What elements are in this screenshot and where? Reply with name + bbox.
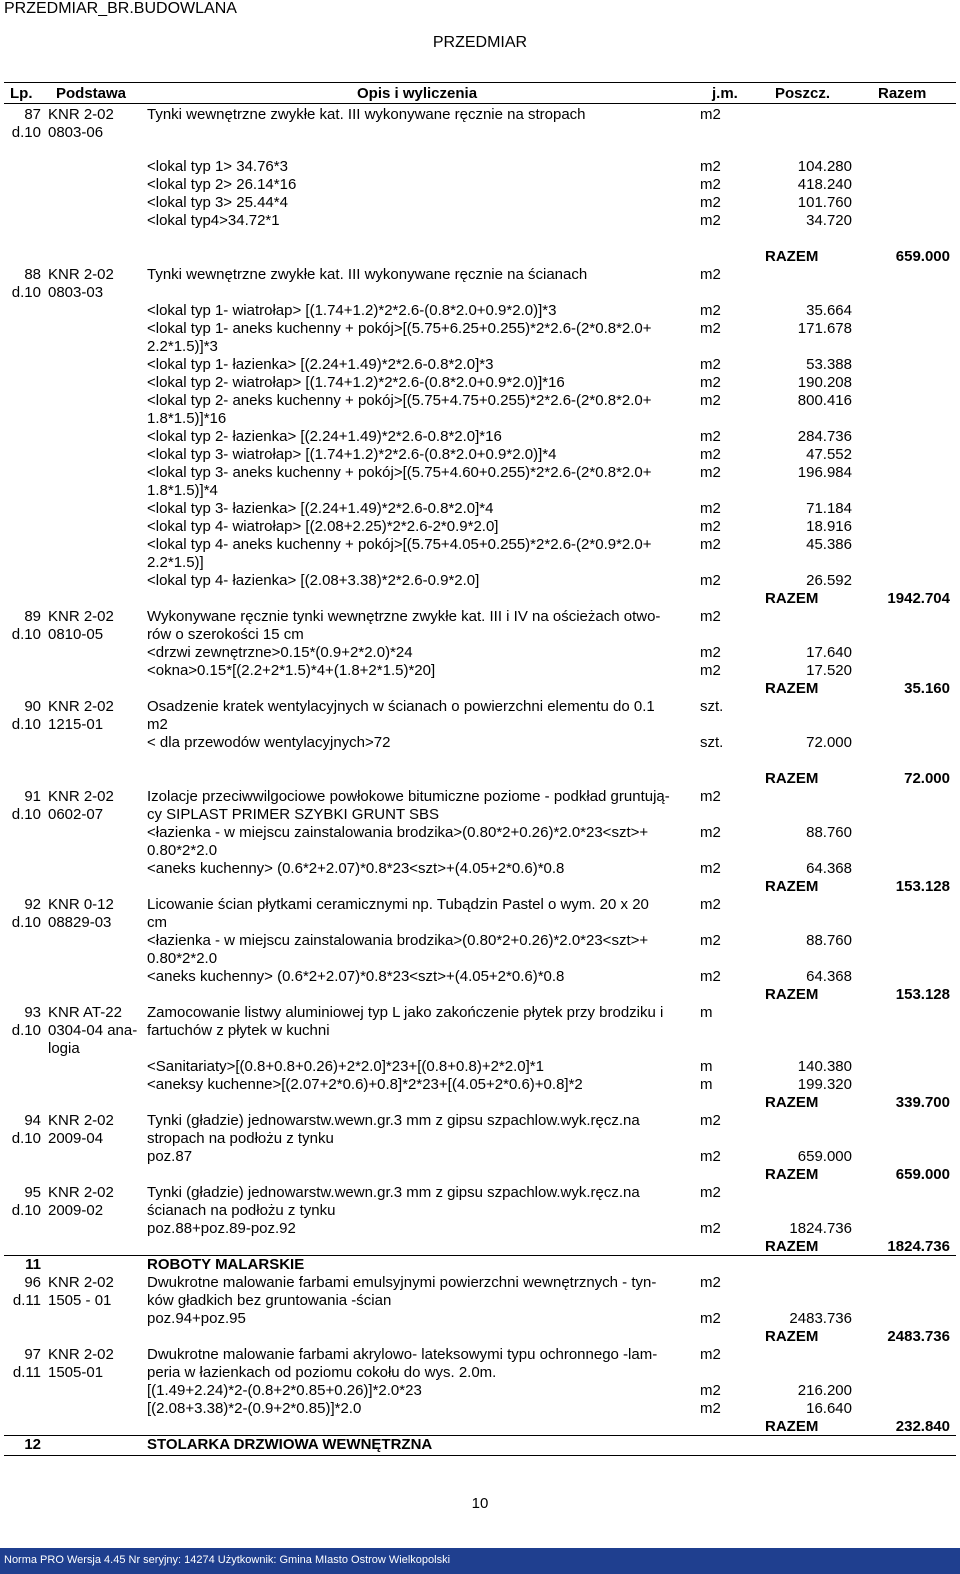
row-description: Dwukrotne malowanie farbami emulsyjnymi powierzchni wewnętrznych - tyn- (147, 1274, 657, 1291)
row-partial: 71.184 (806, 500, 852, 517)
row-unit: m2 (700, 608, 721, 625)
row-total: 232.840 (895, 1418, 950, 1435)
row-description: <lokal typ 4- aneks kuchenny + pokój>[(5.75+4.05+0.255)*2*2.6-(2*0.9*2.0+ (147, 536, 652, 553)
row-lp: d.10 (11, 1202, 41, 1219)
row-unit: m2 (700, 176, 721, 193)
row-lp: d.11 (12, 1364, 41, 1381)
row-description: <aneks kuchenny> (0.6*2+2.07)*0.8*23<szt>+(4.05+2*0.6)*0.8 (147, 860, 565, 877)
row-podstawa: KNR 2-02 (48, 1346, 114, 1363)
row-lp: d.11 (12, 1292, 41, 1309)
row-unit: m2 (700, 266, 721, 283)
section-rule (4, 1255, 956, 1256)
row-partial: 101.760 (797, 194, 852, 211)
row-lp: d.10 (11, 124, 41, 141)
row-total: 659.000 (895, 1166, 950, 1183)
row-total-label: RAZEM (765, 1328, 819, 1345)
row-podstawa: 08829-03 (48, 914, 112, 931)
row-partial: 17.520 (806, 662, 852, 679)
row-partial: 284.736 (797, 428, 852, 445)
row-unit: m2 (700, 464, 721, 481)
row-partial: 190.208 (797, 374, 852, 391)
row-podstawa: 0803-03 (48, 284, 104, 301)
row-unit: m2 (700, 158, 721, 175)
row-unit: m2 (700, 446, 721, 463)
row-description: <lokal typ 4- wiatrołap> [(2.08+2.25)*2*2.6-2*0.9*2.0] (147, 518, 499, 535)
row-unit: m2 (700, 1112, 721, 1129)
row-lp: d.10 (11, 806, 41, 823)
row-description: Wykonywane ręcznie tynki wewnętrzne zwykłe kat. III i IV na ościeżach otwo- (147, 608, 661, 625)
row-description: 1.8*1.5)]*4 (147, 482, 218, 499)
row-lp: d.10 (11, 1130, 41, 1147)
row-description: Izolacje przeciwwilgociowe powłokowe bitumiczne poziome - podkład gruntują- (147, 788, 670, 805)
row-description: m2 (147, 716, 168, 733)
row-lp: 89 (24, 608, 41, 625)
row-total: 153.128 (895, 878, 950, 895)
row-description: <lokal typ 1- łazienka> [(2.24+1.49)*2*2.6-0.8*2.0]*3 (147, 356, 494, 373)
row-unit: m2 (700, 824, 721, 841)
row-partial: 800.416 (797, 392, 852, 409)
row-lp: d.10 (11, 284, 41, 301)
row-lp: 97 (24, 1346, 41, 1363)
row-podstawa: KNR 0-12 (48, 896, 114, 913)
header-rule-bottom (4, 103, 956, 104)
row-unit: m2 (700, 1382, 721, 1399)
row-description: <lokal typ 3- łazienka> [(2.24+1.49)*2*2.6-0.8*2.0]*4 (147, 500, 494, 517)
row-unit: m2 (700, 1274, 721, 1291)
row-partial: 34.720 (806, 212, 852, 229)
row-podstawa: 0304-04 ana- (48, 1022, 138, 1039)
row-lp: 87 (24, 106, 41, 123)
row-total: 1824.736 (887, 1238, 950, 1255)
row-lp: d.10 (11, 626, 41, 643)
row-description: <lokal typ4>34.72*1 (147, 212, 280, 229)
row-description: peria w łazienkach od poziomu cokołu do wys. 2.0m. (147, 1364, 497, 1381)
row-description: <aneksy kuchenne>[(2.07+2*0.6)+0.8]*2*23+[(4.05+2*0.6)+0.8]*2 (147, 1076, 583, 1093)
section-row-description: ROBOTY MALARSKIE (147, 1256, 305, 1273)
row-unit: m (700, 1076, 713, 1093)
row-unit: m2 (700, 194, 721, 211)
row-total-label: RAZEM (765, 1094, 819, 1111)
row-unit: m2 (700, 1400, 721, 1417)
row-partial: 72.000 (806, 734, 852, 751)
row-total: 153.128 (895, 986, 950, 1003)
page-number: 10 (471, 1495, 489, 1512)
row-podstawa: KNR AT-22 (48, 1004, 122, 1021)
header-rule-top (4, 82, 956, 83)
row-unit: m2 (700, 1220, 721, 1237)
row-total: 339.700 (895, 1094, 950, 1111)
row-partial: 53.388 (806, 356, 852, 373)
row-unit: m2 (700, 212, 721, 229)
row-description: <lokal typ 2- łazienka> [(2.24+1.49)*2*2.6-0.8*2.0]*16 (147, 428, 502, 445)
row-description: Zamocowanie listwy aluminiowej typ L jako zakończenie płytek przy brodziku i (147, 1004, 664, 1021)
section-row-description: STOLARKA DRZWIOWA WEWNĘTRZNA (147, 1436, 433, 1453)
row-lp: d.10 (11, 716, 41, 733)
row-total-label: RAZEM (765, 878, 819, 895)
row-unit: szt. (700, 734, 724, 751)
row-unit: m2 (700, 968, 721, 985)
row-unit: m2 (700, 1184, 721, 1201)
row-description: <lokal typ 3> 25.44*4 (147, 194, 288, 211)
row-unit: m2 (700, 662, 721, 679)
row-partial: 140.380 (797, 1058, 852, 1075)
row-partial: 17.640 (806, 644, 852, 661)
row-description: <Sanitariaty>[(0.8+0.8+0.26)+2*2.0]*23+[(0.8+0.8)+2*2.0]*1 (147, 1058, 544, 1075)
row-unit: m2 (700, 788, 721, 805)
row-podstawa: KNR 2-02 (48, 1274, 114, 1291)
row-partial: 88.760 (806, 932, 852, 949)
row-unit: szt. (700, 698, 724, 715)
row-unit: m2 (700, 896, 721, 913)
column-header-razem: Razem (878, 85, 927, 102)
row-partial: 26.592 (806, 572, 852, 589)
section-row-lp: 12 (24, 1436, 41, 1453)
row-partial: 216.200 (797, 1382, 852, 1399)
row-partial: 196.984 (797, 464, 852, 481)
row-podstawa: 1505-01 (48, 1364, 104, 1381)
row-partial: 1824.736 (789, 1220, 852, 1237)
row-lp: 90 (24, 698, 41, 715)
row-description: <lokal typ 1> 34.76*3 (147, 158, 288, 175)
row-unit: m2 (700, 428, 721, 445)
row-lp: d.10 (11, 1022, 41, 1039)
row-partial: 47.552 (806, 446, 852, 463)
row-podstawa: KNR 2-02 (48, 698, 114, 715)
row-description: cy SIPLAST PRIMER SZYBKI GRUNT SBS (147, 806, 440, 823)
row-partial: 104.280 (797, 158, 852, 175)
column-header-lp: Lp. (10, 85, 33, 102)
row-description: < dla przewodów wentylacyjnych>72 (147, 734, 391, 751)
row-description: <lokal typ 1- aneks kuchenny + pokój>[(5.75+6.25+0.255)*2*2.6-(2*0.8*2.0+ (147, 320, 652, 337)
row-total: 35.160 (904, 680, 950, 697)
row-lp: 95 (24, 1184, 41, 1201)
row-description: ścianach na podłożu z tynku (147, 1202, 336, 1219)
row-podstawa: 1215-01 (48, 716, 104, 733)
row-podstawa: KNR 2-02 (48, 266, 114, 283)
row-partial: 18.916 (806, 518, 852, 535)
row-description: Tynki (gładzie) jednowarstw.wewn.gr.3 mm z gipsu szpachlow.wyk.ręcz.na (147, 1184, 640, 1201)
row-unit: m2 (700, 644, 721, 661)
row-podstawa: KNR 2-02 (48, 106, 114, 123)
row-lp: 88 (24, 266, 41, 283)
row-unit: m2 (700, 932, 721, 949)
row-partial: 171.678 (797, 320, 852, 337)
row-unit: m2 (700, 1346, 721, 1363)
row-description: poz.94+poz.95 (147, 1310, 246, 1327)
row-podstawa: 1505 - 01 (48, 1292, 112, 1309)
row-podstawa: 0602-07 (48, 806, 104, 823)
row-lp: 94 (24, 1112, 41, 1129)
row-partial: 45.386 (806, 536, 852, 553)
row-podstawa: KNR 2-02 (48, 1112, 114, 1129)
row-description: 2.2*1.5)] (147, 554, 204, 571)
row-total-label: RAZEM (765, 590, 819, 607)
row-unit: m2 (700, 392, 721, 409)
row-description: rów o szerokości 15 cm (147, 626, 304, 643)
row-description: ków gładkich bez gruntowania -ścian (147, 1292, 392, 1309)
column-header-podstawa: Podstawa (56, 85, 127, 102)
row-unit: m2 (700, 518, 721, 535)
row-description: <lokal typ 4- łazienka> [(2.08+3.38)*2*2.6-0.9*2.0] (147, 572, 480, 589)
row-description: Tynki wewnętrzne zwykłe kat. III wykonywane ręcznie na ścianach (147, 266, 588, 283)
row-description: 1.8*1.5)]*16 (147, 410, 227, 427)
row-unit: m (700, 1058, 713, 1075)
section-rule (4, 1435, 956, 1436)
row-partial: 35.664 (806, 302, 852, 319)
row-description: poz.87 (147, 1148, 193, 1165)
row-description: <łazienka - w miejscu zainstalowania brodzika>(0.80*2+0.26)*2.0*23<szt>+ (147, 932, 649, 949)
row-description: Dwukrotne malowanie farbami akrylowo- lateksowymi typu ochronnego -lam- (147, 1346, 658, 1363)
row-description: Licowanie ścian płytkami ceramicznymi np. Tubądzin Pastel o wym. 20 x 20 (147, 896, 649, 913)
row-total-label: RAZEM (765, 1238, 819, 1255)
row-podstawa: 2009-04 (48, 1130, 104, 1147)
row-partial: 64.368 (806, 968, 852, 985)
row-description: <lokal typ 2> 26.14*16 (147, 176, 297, 193)
row-description: <okna>0.15*[(2.2+2*1.5)*4+(1.8+2*1.5)*20] (147, 662, 436, 679)
row-podstawa: 2009-02 (48, 1202, 104, 1219)
row-unit: m2 (700, 1310, 721, 1327)
row-partial: 2483.736 (789, 1310, 852, 1327)
row-unit: m2 (700, 860, 721, 877)
row-description: <łazienka - w miejscu zainstalowania brodzika>(0.80*2+0.26)*2.0*23<szt>+ (147, 824, 649, 841)
row-description: cm (147, 914, 167, 931)
row-partial: 418.240 (797, 176, 852, 193)
bottom-rule (4, 1455, 956, 1456)
row-description: stropach na podłożu z tynku (147, 1130, 334, 1147)
row-podstawa: KNR 2-02 (48, 788, 114, 805)
row-partial: 88.760 (806, 824, 852, 841)
row-description: 0.80*2*2.0 (147, 842, 218, 859)
row-unit: m (700, 1004, 713, 1021)
row-total-label: RAZEM (765, 1418, 819, 1435)
column-header-opis: Opis i wyliczenia (357, 85, 478, 102)
row-description: 2.2*1.5)]*3 (147, 338, 218, 355)
row-unit: m2 (700, 302, 721, 319)
section-row-lp: 11 (25, 1256, 41, 1273)
row-podstawa: logia (48, 1040, 80, 1057)
row-total: 72.000 (904, 770, 950, 787)
row-total-label: RAZEM (765, 1166, 819, 1183)
row-partial: 659.000 (797, 1148, 852, 1165)
row-unit: m2 (700, 374, 721, 391)
row-total-label: RAZEM (765, 248, 819, 265)
row-partial: 16.640 (806, 1400, 852, 1417)
row-unit: m2 (700, 356, 721, 373)
row-description: [(2.08+3.38)*2-(0.9+2*0.85)]*2.0 (147, 1400, 362, 1417)
row-lp: 91 (24, 788, 41, 805)
row-unit: m2 (700, 536, 721, 553)
row-lp: 92 (24, 896, 41, 913)
row-unit: m2 (700, 1148, 721, 1165)
row-description: poz.88+poz.89-poz.92 (147, 1220, 296, 1237)
row-description: Tynki (gładzie) jednowarstw.wewn.gr.3 mm z gipsu szpachlow.wyk.ręcz.na (147, 1112, 640, 1129)
row-total-label: RAZEM (765, 680, 819, 697)
row-description: Tynki wewnętrzne zwykłe kat. III wykonywane ręcznie na stropach (147, 106, 586, 123)
row-description: <lokal typ 1- wiatrołap> [(1.74+1.2)*2*2.6-(0.8*2.0+0.9*2.0)]*3 (147, 302, 557, 319)
row-unit: m2 (700, 572, 721, 589)
row-unit: m2 (700, 500, 721, 517)
row-description: fartuchów z płytek w kuchni (147, 1022, 330, 1039)
row-lp: 96 (24, 1274, 41, 1291)
row-description: <lokal typ 3- aneks kuchenny + pokój>[(5.75+4.60+0.255)*2*2.6-(2*0.8*2.0+ (147, 464, 652, 481)
top-left-title: PRZEDMIAR_BR.BUDOWLANA (4, 0, 237, 17)
row-description: <lokal typ 2- aneks kuchenny + pokój>[(5.75+4.75+0.255)*2*2.6-(2*0.8*2.0+ (147, 392, 652, 409)
column-header-jm: j.m. (712, 85, 738, 102)
page-title: PRZEDMIAR (432, 34, 528, 51)
column-header-poszcz: Poszcz. (775, 85, 831, 102)
row-total-label: RAZEM (765, 986, 819, 1003)
row-description: <lokal typ 3- wiatrołap> [(1.74+1.2)*2*2.6-(0.8*2.0+0.9*2.0)]*4 (147, 446, 557, 463)
row-total: 1942.704 (887, 590, 950, 607)
row-total: 659.000 (895, 248, 950, 265)
row-total-label: RAZEM (765, 770, 819, 787)
row-unit: m2 (700, 106, 721, 123)
footer-text: Norma PRO Wersja 4.45 Nr seryjny: 14274 Użytkownik: Gmina MIasto Ostrow Wielkopolski (4, 1554, 451, 1566)
row-description: 0.80*2*2.0 (147, 950, 218, 967)
row-description: <aneks kuchenny> (0.6*2+2.07)*0.8*23<szt>+(4.05+2*0.6)*0.8 (147, 968, 565, 985)
row-description: Osadzenie kratek wentylacyjnych w ścianach o powierzchni elementu do 0.1 (147, 698, 655, 715)
row-podstawa: KNR 2-02 (48, 1184, 114, 1201)
row-total: 2483.736 (887, 1328, 950, 1345)
row-partial: 64.368 (806, 860, 852, 877)
row-unit: m2 (700, 320, 721, 337)
row-lp: d.10 (11, 914, 41, 931)
row-partial: 199.320 (797, 1076, 852, 1093)
row-description: [(1.49+2.24)*2-(0.8+2*0.85+0.26)]*2.0*23 (147, 1382, 422, 1399)
row-description: <drzwi zewnętrzne>0.15*(0.9+2*2.0)*24 (147, 644, 413, 661)
row-podstawa: 0810-05 (48, 626, 104, 643)
row-description: <lokal typ 2- wiatrołap> [(1.74+1.2)*2*2.6-(0.8*2.0+0.9*2.0)]*16 (147, 374, 565, 391)
row-podstawa: 0803-06 (48, 124, 104, 141)
row-lp: 93 (24, 1004, 41, 1021)
row-podstawa: KNR 2-02 (48, 608, 114, 625)
